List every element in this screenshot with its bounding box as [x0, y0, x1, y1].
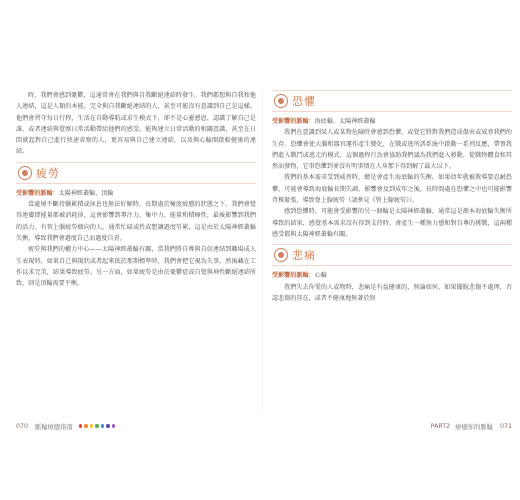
affected-value: 心輪	[314, 272, 327, 280]
section-heading-fatigue	[16, 162, 256, 184]
page-number: 071	[499, 422, 512, 430]
chakra-color-dots	[79, 424, 116, 428]
affected-label: 受影響的脈輪：	[16, 189, 59, 197]
section-bullet-icon	[18, 166, 32, 180]
right-page	[272, 90, 512, 430]
chakra-dot-icon	[84, 424, 88, 428]
section-paragraph: 疲勞與我們的權力中心——太陽神經叢輪有關，當我們將自尊與自信連結到職場成人生表現時，如果自己與現狀或者起來低於那期標準時，我們會把它視為失事，然後藏在工作以求完美，結果導致疲勞。另一方面，如果疲勞是由於憂鬱症或自覺與神性斷絕連結所致，則是頂輪需要平衡。	[16, 246, 256, 288]
right-footer	[272, 420, 512, 432]
left-footer	[16, 420, 115, 432]
affected-label: 受影響的脈輪：	[272, 272, 315, 280]
affected-chakras	[272, 270, 512, 281]
book-title: 脈輪療癒指南	[35, 423, 73, 431]
part-label: PART2	[430, 422, 451, 430]
section-paragraph: 當處境不斷持續累積或休息也無法好解時，長期處於極度疲憊的狀態之下，我們會覺得連膚即能量都被消耗掉，這會影響到專注力、集中力、能量和積極性，最後影響到我們的活力。有智上腦疲勞傾向的人，通常忙碌或性或想讓過度勞累，這是由於太陽神經叢輪失衡，導致我們會過度自己而過度自責。	[16, 201, 256, 242]
chakra-dot-icon	[106, 424, 110, 428]
chakra-dot-icon	[112, 424, 116, 428]
section-bullet-icon	[274, 94, 288, 108]
chakra-dot-icon	[90, 424, 94, 428]
section-title: 疲勞	[36, 166, 60, 180]
affected-value: 海底輪、太陽神經叢輪	[314, 118, 376, 125]
part-title: 療癒你的脈輪	[455, 423, 493, 431]
section-title: 悲痛	[292, 249, 316, 263]
page-number: 070	[16, 422, 29, 430]
section-heading-fear	[272, 90, 512, 112]
affected-label: 受影響的脈輪：	[272, 118, 315, 125]
section-heading-grief	[272, 244, 512, 266]
section-paragraph: 我們的基本需求受到威脅時，總是會產生海底輪的失衡。如果幼年就被教導要忍耐恐懼，可能會導致海底輪長期失調，影響會及到成年之後，長時間處在恐懼之中也可能影響背椎緊張，導致脊上腺疲勞（請參見《腎上腺疲勞》）。	[272, 174, 512, 205]
intro-paragraph: 時，我們會感到憂鬱，這通常會在我們與自我斷絕連結時發生。我們都想與自我和他人連結，這是人類的本能，完全與自我斷絕連結的人，甚至可能沒有意識到自己是這樣。他們會習守每日行程，生活在自動導航或求生模式下，卻不是心靈感恩，認識了解自己是誰，或者連結與覺察日常活動帶給他們的感受。能夠建立日常活動的相關意識，甚至在日間就起對自己進行快速省察的人，更容易與自己建立連結，以及與心輪開啟較健康的連結。	[16, 92, 256, 156]
section-title: 恐懼	[292, 95, 316, 108]
book-spread	[10, 90, 510, 430]
section-bullet-icon	[274, 248, 288, 262]
chakra-dot-icon	[101, 424, 105, 428]
chakra-dot-icon	[95, 424, 99, 428]
section-paragraph: 我們失去你愛的人或物時，悲痛是有益健康的，無論如何，如果擺脫悲傷不處理，否認悲傷的存在，或者不健康地無著於無	[272, 283, 512, 302]
affected-chakras	[16, 188, 256, 199]
affected-value: 太陽神經叢輪、頂輪	[58, 189, 114, 197]
chakra-dot-icon	[79, 424, 83, 428]
affected-chakras	[272, 116, 512, 127]
left-page	[16, 90, 256, 430]
section-paragraph: 感到恐懼時，可能會受影響的另一個輪是太陽神經叢輪，通常這是源本海底輪失衡所導致的結果，感覺基本需求沒有得到支持時，會產生一種無力感和對自尊的挑戰，這兩種感受都與太陽神經叢輪有關。	[272, 208, 512, 238]
page-spine	[262, 90, 263, 410]
section-paragraph: 我們在意識到某人或某物危險時會感到恐懼，或覺它將對我們造成傷害或威脅我們的生存。恐懼會使大腦和器官運作產生變化，在戰或逃所誘系統中啟動一系列反應，帶領我們進入戰鬥或逃走的模式，這個過程行為會協助我們議為我們進入發動，從戰物體食和其然而發物，它事恐懼到並沒有明事情在人身那下得到解了最大以下。	[272, 129, 512, 171]
